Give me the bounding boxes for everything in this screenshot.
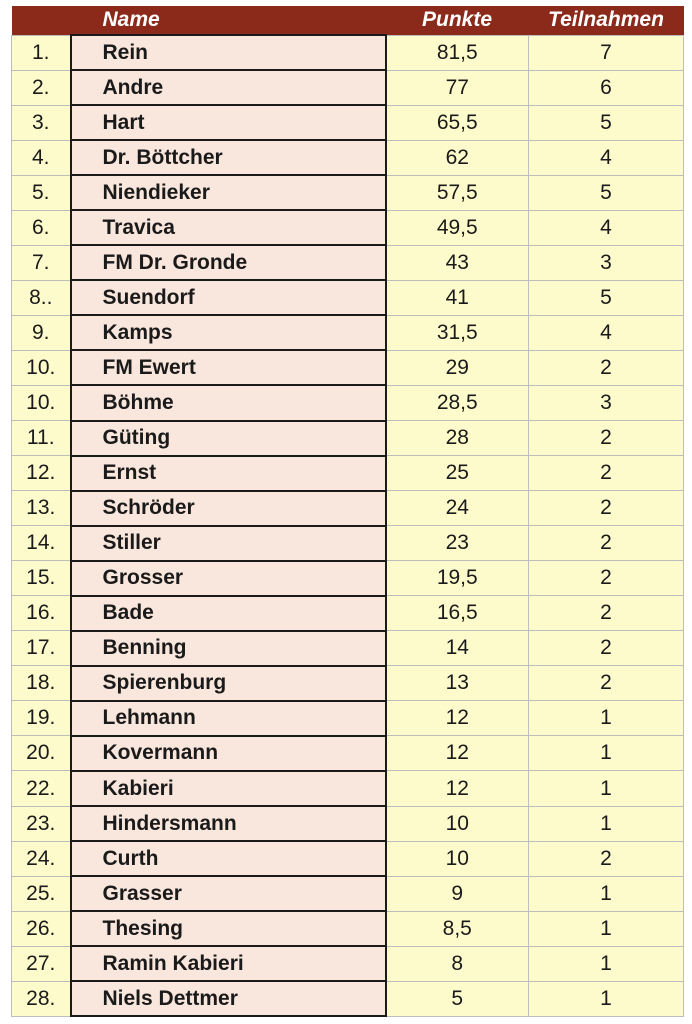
rank-cell: 3. [12,105,71,140]
participations-cell: 2 [529,666,684,701]
participations-cell: 1 [529,701,684,736]
participations-cell: 1 [529,806,684,841]
participations-cell: 6 [529,70,684,105]
participations-cell: 4 [529,140,684,175]
table-row [12,421,684,456]
table-row [12,280,684,315]
rank-cell: 4. [12,140,71,175]
table-row [12,210,684,245]
table-row [12,946,684,981]
points-cell: 24 [386,491,529,526]
name-cell: Hindersmann [71,806,386,841]
participations-cell: 2 [529,526,684,561]
rank-cell: 18. [12,666,71,701]
table-row [12,456,684,491]
rank-cell: 22. [12,771,71,806]
table-body [12,35,684,1016]
name-cell: Güting [71,421,386,456]
name-cell: Böhme [71,385,386,420]
table-row [12,911,684,946]
points-cell: 43 [386,245,529,280]
points-cell: 12 [386,771,529,806]
table-row [12,736,684,771]
name-cell: Dr. Böttcher [71,140,386,175]
name-cell: Grasser [71,876,386,911]
points-cell: 62 [386,140,529,175]
rank-cell: 17. [12,631,71,666]
points-cell: 65,5 [386,105,529,140]
name-cell: Spierenburg [71,666,386,701]
name-cell: Benning [71,631,386,666]
rank-cell: 5. [12,175,71,210]
name-cell: Curth [71,841,386,876]
rank-cell: 24. [12,841,71,876]
rank-cell: 11. [12,421,71,456]
name-cell: Travica [71,210,386,245]
table-row [12,315,684,350]
table-row [12,350,684,385]
rank-cell: 27. [12,946,71,981]
participations-cell: 2 [529,350,684,385]
participations-cell: 2 [529,421,684,456]
table-row [12,561,684,596]
name-cell: Hart [71,105,386,140]
name-cell: Ernst [71,456,386,491]
rank-cell: 9. [12,315,71,350]
rank-cell: 26. [12,911,71,946]
name-cell: FM Dr. Gronde [71,245,386,280]
name-cell: Thesing [71,911,386,946]
name-cell: Andre [71,70,386,105]
participations-cell: 7 [529,35,684,70]
participations-cell: 1 [529,771,684,806]
table-row [12,385,684,420]
table-row [12,35,684,70]
header-row [12,6,684,35]
participations-cell: 4 [529,210,684,245]
ranking-table [11,6,684,1017]
participations-cell: 2 [529,561,684,596]
header-rank [12,6,71,35]
points-cell: 12 [386,736,529,771]
points-cell: 12 [386,701,529,736]
name-cell: Stiller [71,526,386,561]
participations-cell: 2 [529,841,684,876]
participations-cell: 1 [529,911,684,946]
points-cell: 5 [386,981,529,1016]
participations-cell: 2 [529,456,684,491]
name-cell: FM Ewert [71,350,386,385]
table-row [12,876,684,911]
participations-cell: 5 [529,105,684,140]
table-row [12,701,684,736]
table-row [12,175,684,210]
points-cell: 8 [386,946,529,981]
header-name: Name [102,8,160,31]
points-cell: 77 [386,70,529,105]
name-cell: Bade [71,596,386,631]
name-cell: Schröder [71,491,386,526]
name-cell: Kamps [71,315,386,350]
table-row [12,105,684,140]
participations-cell: 2 [529,631,684,666]
rank-cell: 10. [12,385,71,420]
name-cell: Niels Dettmer [71,981,386,1016]
table-row [12,631,684,666]
participations-cell: 1 [529,981,684,1016]
points-cell: 8,5 [386,911,529,946]
points-cell: 49,5 [386,210,529,245]
name-cell: Ramin Kabieri [71,946,386,981]
points-cell: 41 [386,280,529,315]
points-cell: 31,5 [386,315,529,350]
table-row [12,140,684,175]
table-row [12,981,684,1016]
table-row [12,771,684,806]
points-cell: 28,5 [386,385,529,420]
points-cell: 19,5 [386,561,529,596]
name-cell: Lehmann [71,701,386,736]
table-row [12,526,684,561]
rank-cell: 12. [12,456,71,491]
header-points: Punkte [421,8,492,32]
table-row [12,841,684,876]
name-cell: Grosser [71,561,386,596]
rank-cell: 25. [12,876,71,911]
participations-cell: 3 [529,385,684,420]
rank-cell: 10. [12,350,71,385]
points-cell: 23 [386,526,529,561]
table-row [12,245,684,280]
rank-cell: 28. [12,981,71,1016]
points-cell: 57,5 [386,175,529,210]
rank-cell: 16. [12,596,71,631]
table-row [12,666,684,701]
rank-cell: 19. [12,701,71,736]
rank-cell: 6. [12,210,71,245]
rank-cell: 14. [12,526,71,561]
rank-cell: 8.. [12,280,71,315]
name-cell: Niendieker [71,175,386,210]
name-cell: Kabieri [71,771,386,806]
points-cell: 13 [386,666,529,701]
points-cell: 9 [386,876,529,911]
points-cell: 16,5 [386,596,529,631]
points-cell: 28 [386,421,529,456]
name-cell: Rein [71,35,386,70]
table-header [12,6,684,35]
points-cell: 14 [386,631,529,666]
name-cell: Kovermann [71,736,386,771]
participations-cell: 1 [529,946,684,981]
table-row [12,806,684,841]
rank-cell: 13. [12,491,71,526]
participations-cell: 2 [529,596,684,631]
header-participations: Teilnahmen [548,8,664,32]
points-cell: 25 [386,456,529,491]
rank-cell: 1. [12,35,71,70]
participations-cell: 5 [529,175,684,210]
rank-cell: 7. [12,245,71,280]
table-row [12,70,684,105]
rank-cell: 15. [12,561,71,596]
name-cell: Suendorf [71,280,386,315]
points-cell: 10 [386,806,529,841]
rank-cell: 20. [12,736,71,771]
participations-cell: 2 [529,491,684,526]
participations-cell: 1 [529,736,684,771]
points-cell: 81,5 [386,35,529,70]
rank-cell: 23. [12,806,71,841]
points-cell: 29 [386,350,529,385]
participations-cell: 1 [529,876,684,911]
points-cell: 10 [386,841,529,876]
table-row [12,491,684,526]
rank-cell: 2. [12,70,71,105]
participations-cell: 5 [529,280,684,315]
participations-cell: 3 [529,245,684,280]
participations-cell: 4 [529,315,684,350]
table-row [12,596,684,631]
